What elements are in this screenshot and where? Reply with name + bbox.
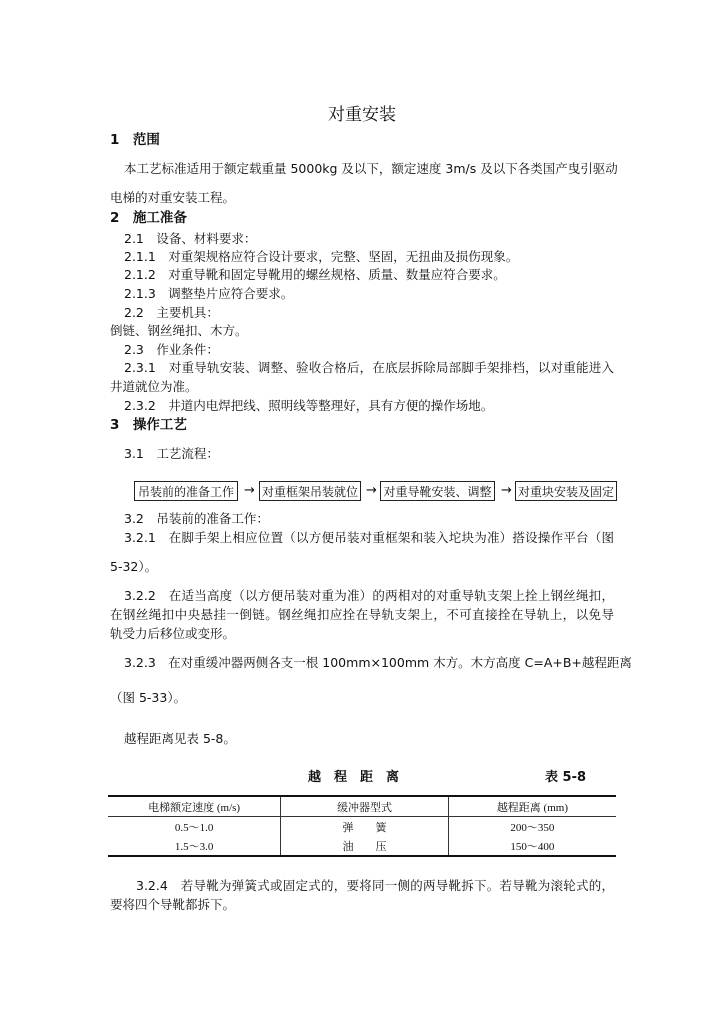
item-3-2-3-line-1: 3.2.3 在对重缓冲器两侧各支一根 100mm×100mm 木方。木方高度 C=A+B+越程距离 (124, 655, 632, 670)
item-3-2-3-line-2: （图 5-33）。 (110, 690, 187, 705)
section-1-heading: 1 范围 (110, 132, 160, 148)
item-3-1: 3.1 工艺流程： (124, 446, 219, 461)
item-2-3: 2.3 作业条件： (124, 342, 219, 357)
table-cell: 弹 簧 (281, 817, 449, 837)
item-2-1-2: 2.1.2 对重导靴和固定导靴用的螺丝规格、质量、数量应符合要求。 (124, 267, 506, 282)
column-header-overtravel: 越程距离 (mm) (448, 796, 616, 817)
table-cell: 1.5～3.0 (108, 836, 281, 856)
flow-arrow-1: → (244, 483, 255, 498)
table-cell: 0.5～1.0 (108, 817, 281, 837)
item-2-3-1-line-2: 井道就位为准。 (110, 379, 198, 394)
table-cell: 200～350 (448, 817, 616, 837)
item-2-2: 2.2 主要机具： (124, 305, 219, 320)
flow-arrow-2: → (366, 483, 377, 498)
flow-step-4: 对重块安装及固定 (515, 481, 617, 501)
item-2-1: 2.1 设备、材料要求： (124, 231, 257, 246)
item-2-1-1: 2.1.1 对重架规格应符合设计要求，完整、坚固，无扭曲及损伤现象。 (124, 249, 519, 264)
flow-step-3: 对重导靴安装、调整 (380, 481, 495, 501)
item-3-2-2-line-2: 在钢丝绳扣中央悬挂一倒链。钢丝绳扣应拴在导轨支架上，不可直接拴在导轨上，以免导 (110, 607, 614, 622)
section-3-heading: 3 操作工艺 (110, 417, 187, 433)
table-cell: 150～400 (448, 836, 616, 856)
page-title: 对重安装 (328, 105, 396, 125)
item-3-2-2-line-3: 轨受力后移位或变形。 (110, 626, 236, 641)
tools-list: 倒链、钢丝绳扣、木方。 (110, 323, 248, 338)
scope-paragraph-line-2: 电梯的对重安装工程。 (110, 190, 236, 205)
column-header-speed: 电梯额定速度 (m/s) (108, 796, 281, 817)
item-3-2-2-line-1: 3.2.2 在适当高度（以方便吊装对重为准）的两相对的对重导轨支架上拴上钢丝绳扣， (124, 588, 614, 603)
table-number: 表 5-8 (545, 770, 587, 785)
item-3-2: 3.2 吊装前的准备工作： (124, 511, 269, 526)
table-title: 越 程 距 离 (308, 770, 400, 785)
item-3-2-1-line-1: 3.2.1 在脚手架上相应位置（以方便吊装对重框架和装入坨块为准）搭设操作平台（图 (124, 530, 614, 545)
table-reference: 越程距离见表 5-8。 (124, 731, 236, 746)
flow-step-2: 对重框架吊装就位 (259, 481, 361, 501)
flow-arrow-3: → (501, 483, 512, 498)
item-3-2-1-line-2: 5-32）。 (110, 559, 158, 574)
item-2-3-2: 2.3.2 井道内电焊把线、照明线等整理好，具有方便的操作场地。 (124, 398, 494, 413)
flow-step-1: 吊装前的准备工作 (134, 481, 238, 501)
table-cell: 油 压 (281, 836, 449, 856)
table-row (108, 836, 616, 856)
item-3-2-4-line-1: 3.2.4 若导靴为弹簧式或固定式的，要将同一侧的两导靴拆下。若导靴为滚轮式的， (136, 878, 614, 893)
scope-paragraph-line-1: 本工艺标准适用于额定载重量 5000kg 及以下，额定速度 3m/s 及以下各类国产曳引驱动 (124, 161, 618, 176)
item-2-1-3: 2.1.3 调整垫片应符合要求。 (124, 286, 294, 301)
table-row (108, 817, 616, 837)
section-2-heading: 2 施工准备 (110, 210, 187, 226)
item-2-3-1-line-1: 2.3.1 对重导轨安装、调整、验收合格后，在底层拆除局部脚手架排档，以对重能进入 (124, 360, 614, 375)
table-header-row (108, 796, 616, 817)
column-header-buffer-type: 缓冲器型式 (281, 796, 449, 817)
item-3-2-4-line-2: 要将四个导靴都拆下。 (110, 897, 236, 912)
overtravel-distance-table (108, 795, 616, 857)
